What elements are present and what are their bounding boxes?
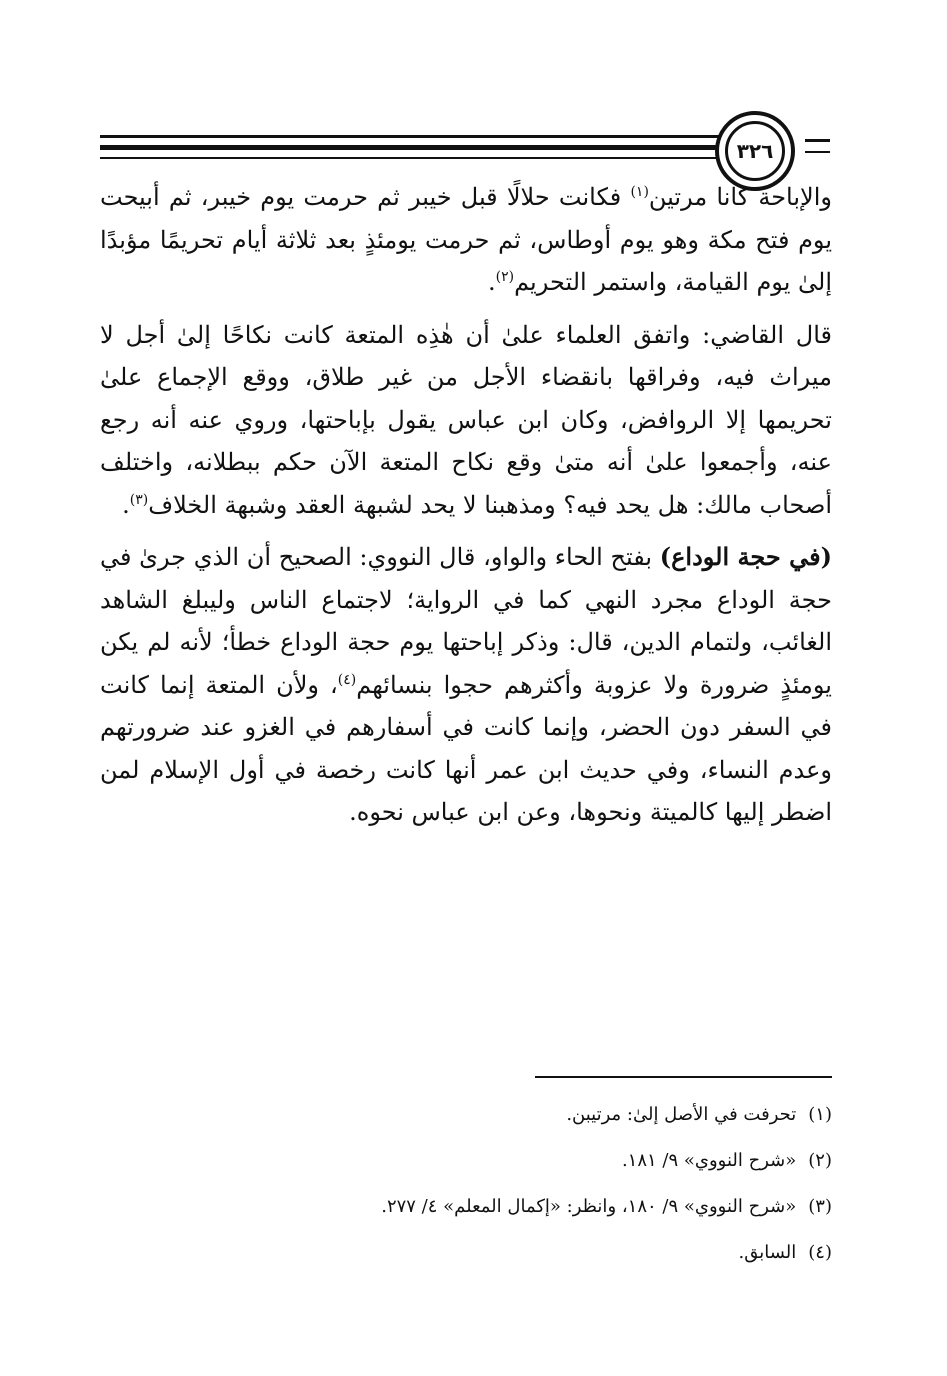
text-line: وروي عنه أنه رجع عنه، وأجمعوا علىٰ أنه متىٰ وقع نكاح المتعة الآن [100,405,832,476]
text-line: بفتح الحاء والواو، قال النووي: الصحيح أن [246,543,660,571]
footnote-ref-3[interactable]: (٣) [129,491,149,508]
text-line: والإباحة كانا مرتين$^{(١)}$ فكانت حلالًا قبل خيبر ثم حرمت يوم خيبر، ثم [168,183,832,211]
header-rule-bottom [100,157,720,159]
text-line: أبيحت يوم فتح مكة وهو يوم أوطاس، ثم حرمت يومئذٍ بعد ثلاثة أيام [100,183,833,254]
footnote-ref-4[interactable]: (٤) [337,671,357,688]
footnote-ref-2[interactable]: (٢) [495,269,515,285]
footnotes [100,1092,832,1276]
text-line: الذي جرىٰ في حجة الوداع مجرد النهي كما في الرواية؛ لاجتماع [100,543,832,614]
footnote-divider [535,1076,832,1078]
text-line: الناس وليبلغ الشاهد الغائب، ولتمام الدين، قال: وذكر إباحتها يوم [100,585,832,656]
header-rule-right-top [805,139,830,142]
text-line: كالميتة ونحوها، وعن ابن عباس نحوه. [349,798,718,826]
header-rule-right-bottom [805,151,830,153]
footnote-number: (٢) [808,1150,832,1171]
footnote-number: (٣) [808,1196,832,1217]
footnote-text: تحرفت في الأصل إلىٰ: مرتيبن. [566,1104,797,1125]
footnote-2 [100,1138,832,1184]
header-rule-middle [100,145,720,150]
footnote-number: (٤) [808,1242,832,1263]
page-number: ٣٢٦ [736,139,774,163]
text-line: حديث ابن عمر أنها كانت رخصة في أول الإسلام لمن اضطر إليها [100,755,832,826]
main-text [100,176,832,844]
footnote-4 [100,1230,832,1276]
text-line: قال القاضي: واتفق العلماء علىٰ أن هٰذِه المتعة كانت نكاحًا إلىٰ [176,320,833,349]
footnote-text: السابق. [738,1242,797,1263]
footnote-ref-1[interactable]: (١) [630,184,649,200]
paragraph-3 [100,536,832,834]
text-line: حجة الوداع خطأ؛ لأنه لم يكن يومئذٍ ضرورة ولا عزوبة وأكثرهم [100,628,832,699]
footnote-1 [100,1092,832,1138]
footnote-text: «شرح النووي» ٩/ ١٨١. [621,1150,797,1171]
text-line: تحريمًا مؤبدًا إلىٰ يوم القيامة، واستمر التحريم$^{(٢)}$. [100,225,832,296]
footnote-number: (١) [808,1104,832,1125]
text-line: حجوا بنسائهم$^{(٤)}$، ولأن المتعة إنما كانت في السفر دون الحضر، [100,670,833,741]
text-line: حكم ببطلانه، واختلف أصحاب مالك: هل يحد فيه؟ ومذهبنا لا يحد [100,448,832,519]
section-lead: (في حجة الوداع) [659,542,832,571]
text-line: وإنما كانت في أسفارهم في الغزو عند ضرورتهم وعدم النساء، وفي [100,713,832,784]
text-line: أجل لا ميراث فيه، وفراقها بانقضاء الأجل من غير طلاق، ووقع [100,320,832,391]
paragraph-1 [100,176,832,304]
paragraph-2 [100,314,832,527]
text-line: الإجماع علىٰ تحريمها إلا الروافض، وكان ابن عباس يقول بإباحتها، [100,363,832,434]
footnote-text: «شرح النووي» ٩/ ١٨٠، وانظر: «إكمال المعلم» ٤/ ٢٧٧. [381,1196,797,1217]
header-rule-top [100,135,720,138]
text-line: لشبهة العقد وشبهة الخلاف$^{(٣)}$. [122,490,413,519]
footnote-3 [100,1184,832,1230]
